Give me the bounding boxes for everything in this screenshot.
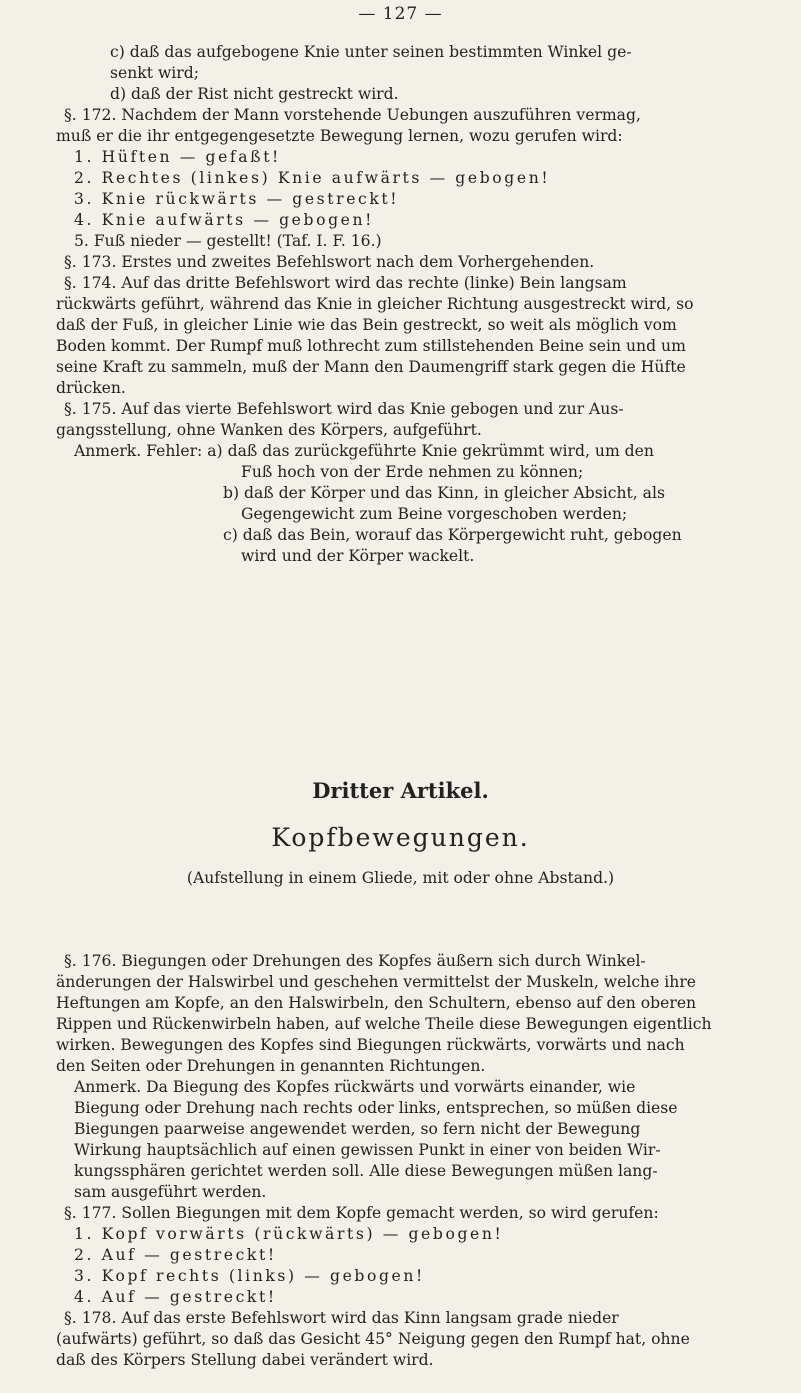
text-line: Boden kommt. Der Rumpf muß lothrecht zum stillstehenden Beine sein und um — [56, 337, 686, 355]
text-line: rückwärts geführt, während das Knie in gleicher Richtung ausgestreckt wird, so — [56, 295, 694, 313]
text-line: seine Kraft zu sammeln, muß der Mann den Daumengriff stark gegen die Hüfte — [56, 358, 686, 376]
text-line: Rippen und Rückenwirbeln haben, auf welche Theile diese Bewegungen eigentlich — [56, 1015, 712, 1033]
text-line: §. 175. Auf das vierte Befehlswort wird das Knie gebogen und zur Aus- — [64, 400, 624, 418]
text-line: §. 174. Auf das dritte Befehlswort wird das rechte (linke) Bein langsam — [64, 274, 627, 292]
note-line: b) daß der Körper und das Kinn, in gleicher Absicht, als — [223, 484, 665, 502]
command-line: 2. Rechtes (linkes) Knie aufwärts — gebogen! — [74, 169, 551, 187]
text-line: §. 178. Auf das erste Befehlswort wird das Kinn langsam grade nieder — [64, 1309, 619, 1327]
text-line: daß der Fuß, in gleicher Linie wie das Bein gestreckt, so weit als möglich vom — [56, 316, 677, 334]
text-line: änderungen der Halswirbel und geschehen vermittelst der Muskeln, welche ihre — [56, 973, 696, 991]
section-subheading: (Aufstellung in einem Gliede, mit oder ohne Abstand.) — [186, 869, 615, 887]
note-line: Wirkung hauptsächlich auf einen gewissen Punkt in einer von beiden Wir- — [74, 1141, 661, 1159]
note-line: Gegengewicht zum Beine vorgeschoben werden; — [241, 505, 628, 523]
text-line: c) daß das aufgebogene Knie unter seinen bestimmten Winkel ge- — [110, 43, 632, 61]
text-line: §. 173. Erstes und zweites Befehlswort nach dem Vorhergehenden. — [64, 253, 595, 271]
text-line: wirken. Bewegungen des Kopfes sind Biegungen rückwärts, vorwärts und nach — [56, 1036, 685, 1054]
text-line: gangsstellung, ohne Wanken des Körpers, aufgeführt. — [56, 421, 482, 439]
note-line: Fuß hoch von der Erde nehmen zu können; — [241, 463, 584, 481]
command-line: 3. Kopf rechts (links) — gebogen! — [74, 1267, 425, 1285]
command-line: 4. Auf — gestreckt! — [74, 1288, 277, 1306]
note-line: kungssphären gerichtet werden soll. Alle diese Bewegungen müßen lang- — [74, 1162, 658, 1180]
article-heading: Dritter Artikel. — [312, 778, 489, 803]
text-line: §. 176. Biegungen oder Drehungen des Kopfes äußern sich durch Winkel- — [64, 952, 646, 970]
command-line: 5. Fuß nieder — gestellt! (Taf. I. F. 16.) — [74, 232, 382, 250]
section-heading: Kopfbewegungen. — [271, 823, 530, 852]
command-line: 1. Hüften — gefaßt! — [74, 148, 281, 166]
text-line: muß er die ihr entgegengesetzte Bewegung lernen, wozu gerufen wird: — [56, 127, 623, 145]
lower-text-block — [56, 951, 762, 1371]
text-line: d) daß der Rist nicht gestreckt wird. — [110, 85, 399, 103]
note-line: wird und der Körper wackelt. — [241, 547, 475, 565]
command-line: 4. Knie aufwärts — gebogen! — [74, 211, 374, 229]
command-line: 2. Auf — gestreckt! — [74, 1246, 277, 1264]
text-line: Heftungen am Kopfe, an den Halswirbeln, den Schultern, ebenso auf den oberen — [56, 994, 697, 1012]
note-line: Biegungen paarweise angewendet werden, so fern nicht der Bewegung — [74, 1120, 641, 1138]
text-line: senkt wird; — [110, 64, 199, 82]
note-line: sam ausgeführt werden. — [74, 1183, 267, 1201]
command-line: 1. Kopf vorwärts (rückwärts) — gebogen! — [74, 1225, 504, 1243]
note-line: Anmerk. Fehler: a) daß das zurückgeführte Knie gekrümmt wird, um den — [74, 442, 654, 460]
text-line: §. 172. Nachdem der Mann vorstehende Uebungen auszuführen vermag, — [64, 106, 641, 124]
text-line: daß des Körpers Stellung dabei verändert wird. — [56, 1351, 434, 1369]
page-number: — 127 — — [358, 4, 443, 24]
text-line: drücken. — [56, 379, 126, 397]
text-line: (aufwärts) geführt, so daß das Gesicht 45° Neigung gegen den Rumpf hat, ohne — [56, 1330, 690, 1348]
note-line: Biegung oder Drehung nach rechts oder links, entsprechen, so müßen diese — [74, 1099, 678, 1117]
note-line: c) daß das Bein, worauf das Körpergewicht ruht, gebogen — [223, 526, 682, 544]
command-line: 3. Knie rückwärts — gestreckt! — [74, 190, 400, 208]
text-line: §. 177. Sollen Biegungen mit dem Kopfe gemacht werden, so wird gerufen: — [64, 1204, 659, 1222]
text-line: den Seiten oder Drehungen in genannten Richtungen. — [56, 1057, 486, 1075]
note-line: Anmerk. Da Biegung des Kopfes rückwärts und vorwärts einander, wie — [74, 1078, 636, 1096]
upper-text-block — [56, 42, 762, 567]
